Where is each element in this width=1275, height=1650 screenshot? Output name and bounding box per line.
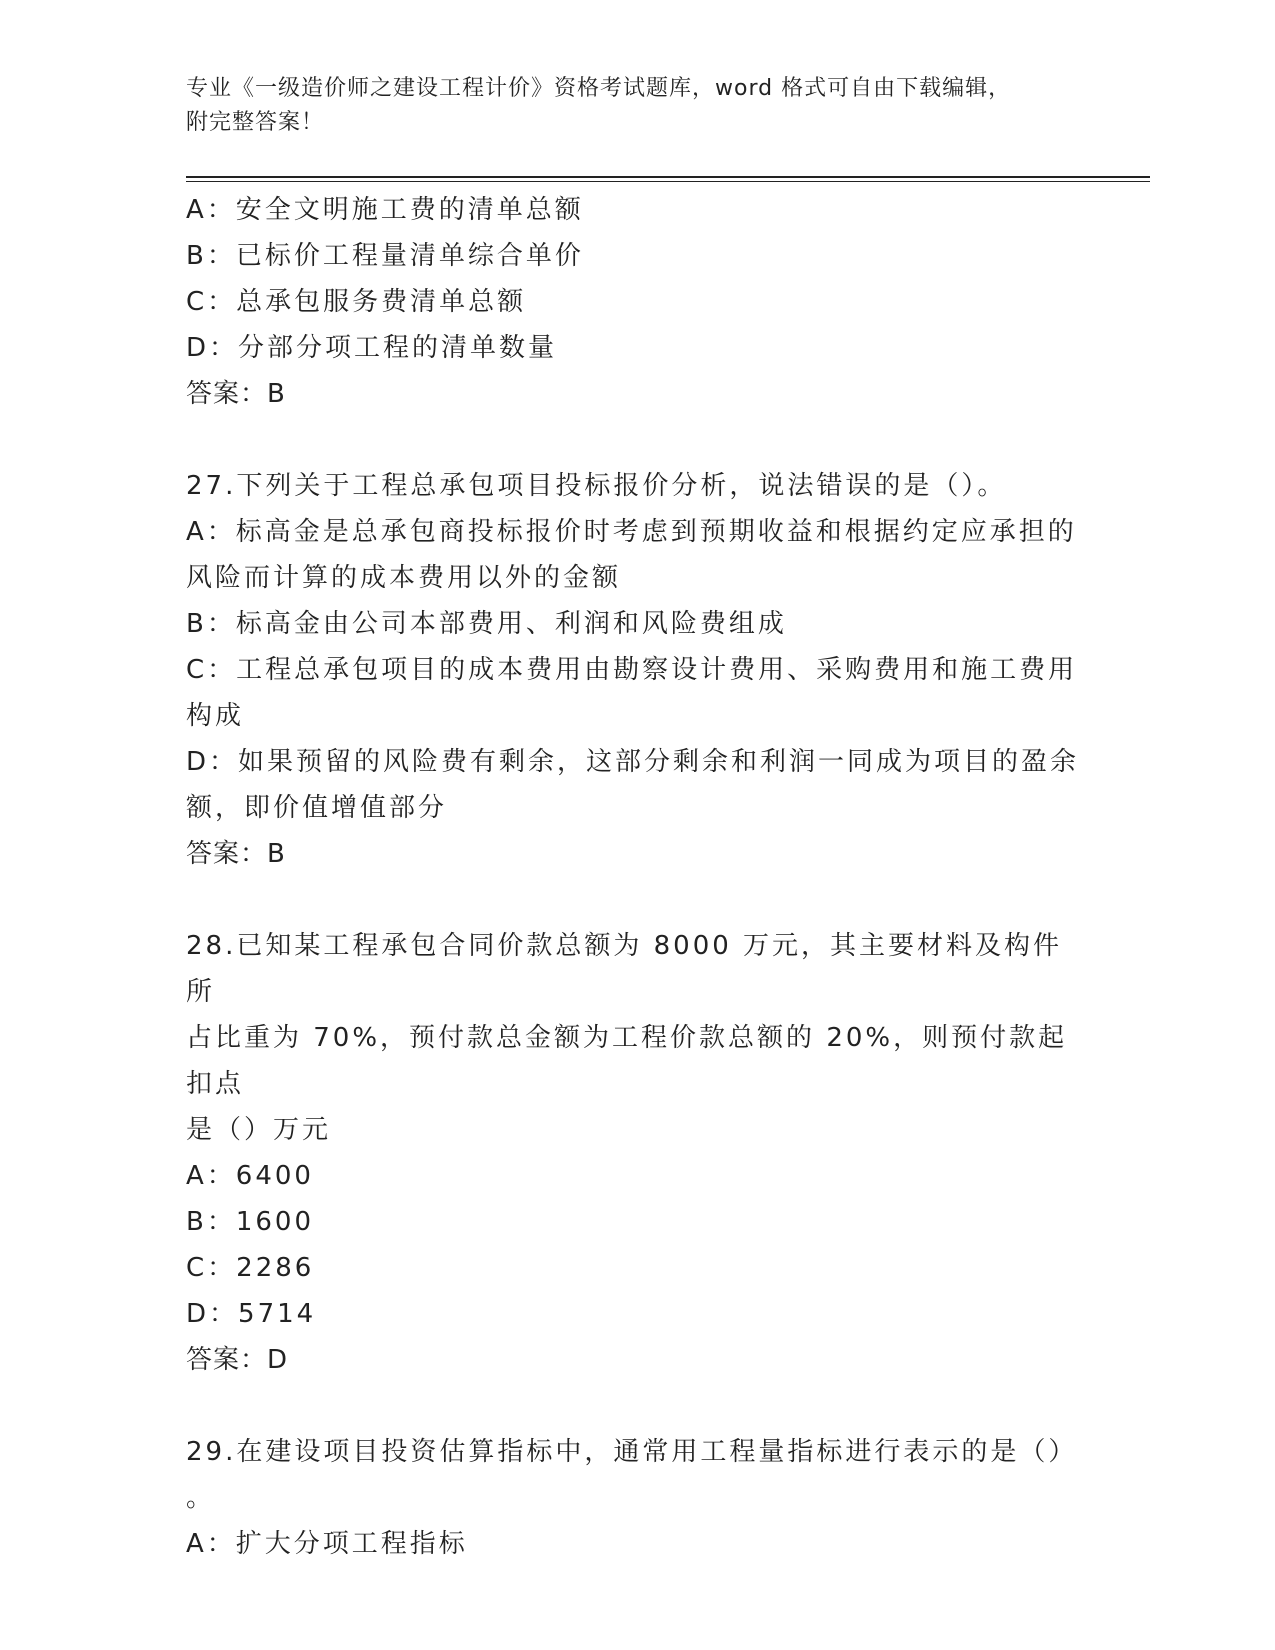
option-b: B：1600 [186, 1207, 315, 1237]
option-d: D：分部分项工程的清单数量 [186, 333, 558, 363]
question-list [186, 187, 1086, 1567]
answer-label: 答案：D [186, 1345, 289, 1375]
answer-label: 答案：B [186, 839, 286, 869]
option-c: C：总承包服务费清单总额 [186, 287, 527, 317]
header-divider-thin [186, 181, 1150, 182]
option-d-line-1: D：如果预留的风险费有剩余，这部分剩余和利润一同成为项目的盈余 [186, 747, 1080, 777]
question-stem-line-2: 占比重为 70%，预付款总金额为工程价款总额的 20%，则预付款起扣点 [186, 1023, 1068, 1099]
question-29 [186, 1429, 1086, 1567]
option-d-line-2: 额，即价值增值部分 [186, 793, 448, 823]
question-stem-line-1: 28.已知某工程承包合同价款总额为 8000 万元，其主要材料及构件所 [186, 931, 1063, 1007]
question-spacer [186, 877, 1086, 923]
header-line-1: 专业《一级造价师之建设工程计价》资格考试题库，word 格式可自由下载编辑， [186, 76, 1012, 101]
option-c-line-2: 构成 [186, 701, 245, 731]
question-stem: 27.下列关于工程总承包项目投标报价分析，说法错误的是（）。 [186, 471, 1007, 501]
answer-label: 答案：B [186, 379, 286, 409]
option-a: A：6400 [186, 1161, 314, 1191]
question-stem-line-2: 。 [186, 1483, 216, 1513]
option-b: B：标高金由公司本部费用、利润和风险费组成 [186, 609, 787, 639]
option-a-line-2: 风险而计算的成本费用以外的金额 [186, 563, 622, 593]
question-spacer [186, 1383, 1086, 1429]
option-a: A：安全文明施工费的清单总额 [186, 195, 584, 225]
option-b: B：已标价工程量清单综合单价 [186, 241, 584, 271]
question-stem-line-1: 29.在建设项目投资估算指标中，通常用工程量指标进行表示的是（） [186, 1437, 1078, 1467]
header-divider-thick [186, 176, 1150, 178]
option-a: A：扩大分项工程指标 [186, 1529, 468, 1559]
question-28 [186, 923, 1086, 1383]
document-header [186, 72, 1086, 140]
question-spacer [186, 417, 1086, 463]
question-stem-line-3: 是（）万元 [186, 1115, 332, 1145]
question-26 [186, 187, 1086, 417]
question-27 [186, 463, 1086, 877]
option-d: D：5714 [186, 1299, 317, 1329]
option-c-line-1: C：工程总承包项目的成本费用由勘察设计费用、采购费用和施工费用 [186, 655, 1078, 685]
header-line-2: 附完整答案！ [186, 110, 325, 135]
option-a-line-1: A：标高金是总承包商投标报价时考虑到预期收益和根据约定应承担的 [186, 517, 1077, 547]
option-c: C：2286 [186, 1253, 315, 1283]
